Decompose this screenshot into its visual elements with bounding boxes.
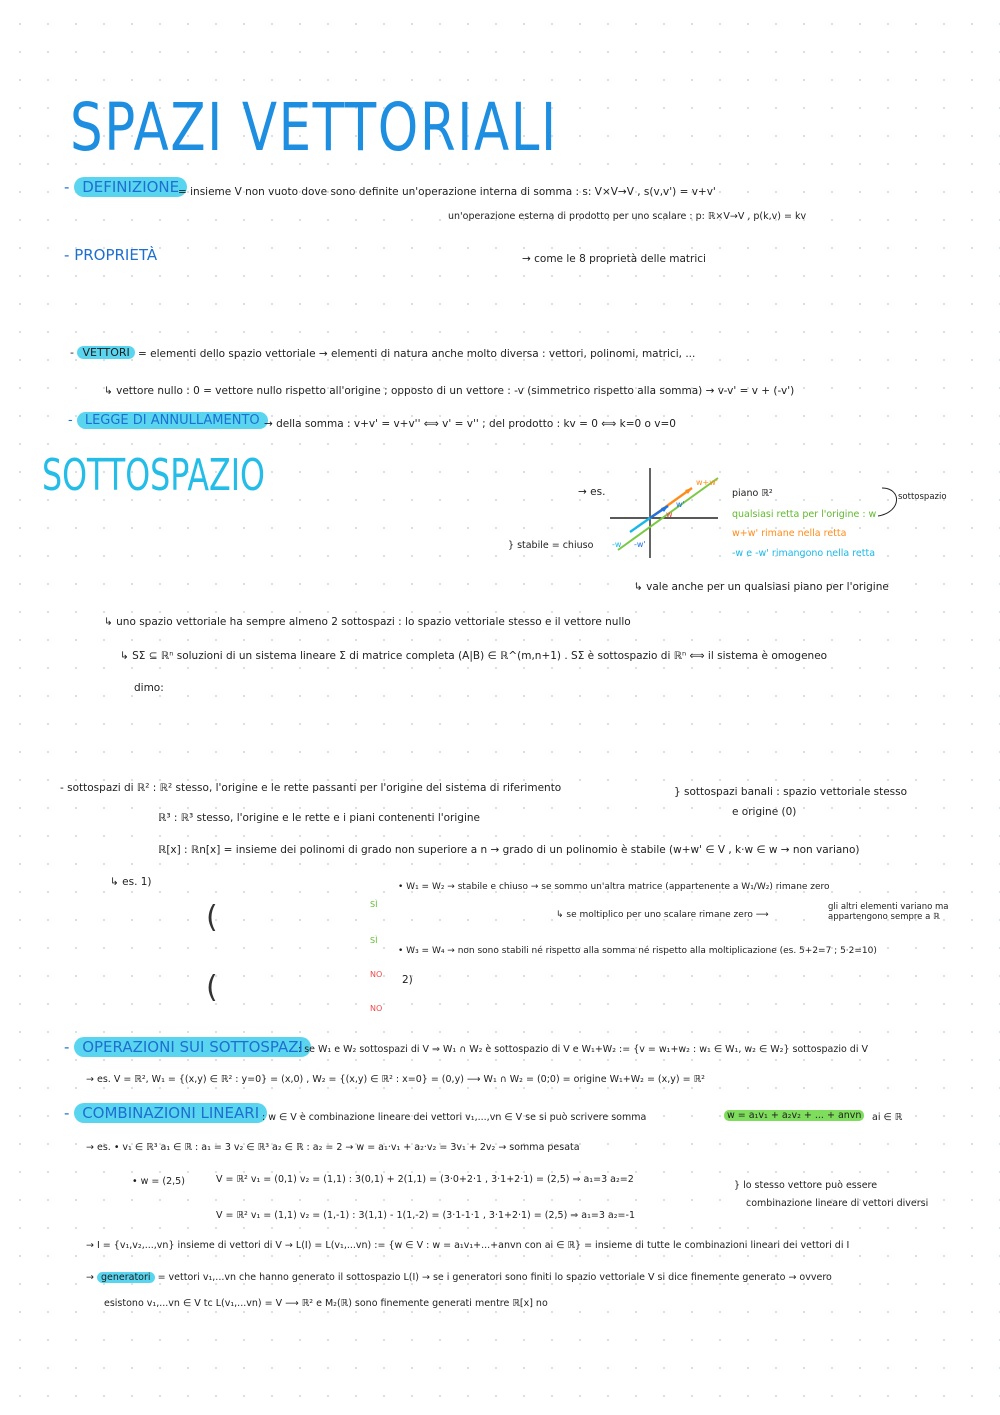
legend-piano: piano ℝ² bbox=[732, 488, 773, 499]
operazioni-label: OPERAZIONI SUI SOTTOSPAZI bbox=[74, 1037, 311, 1057]
diagram-label-wp: w' bbox=[676, 500, 685, 509]
esempio-two: 2) bbox=[402, 974, 413, 986]
operazioni-es: → es. V = ℝ², W₁ = {(x,y) ∈ ℝ² : y=0} = (x,0) , W₂ = {(x,y) ∈ ℝ² : x=0} = (0,y) ⟶ W₁ ∩ W₂ = (0;0) = origine W₁+W₂ = (x,y) = ℝ² bbox=[86, 1074, 705, 1085]
combinazioni-formula: w = a₁v₁ + a₂v₂ + ... + anvn bbox=[724, 1110, 864, 1121]
sottospazi-r2: - sottospazi di ℝ² : ℝ² stesso, l'origine e le rette passanti per l'origine del sistema di riferimento bbox=[60, 782, 562, 794]
esempio-label: ↳ es. 1) bbox=[110, 876, 152, 888]
sottospazio-es: → es. bbox=[578, 486, 606, 498]
sottospazi-banali: } sottospazi banali : spazio vettoriale stesso bbox=[674, 786, 908, 798]
esempio-w1c: gli altri elementi variano ma appartengono sempre a ℝ bbox=[828, 902, 949, 923]
combinazioni-w25: • w = (2,5) bbox=[132, 1176, 185, 1187]
esempio-w1b: ↳ se moltiplico per uno scalare rimane zero ⟶ bbox=[556, 910, 769, 920]
combinazioni-I: → I = {v₁,v₂,...,vn} insieme di vettori di V → L(I) = L(v₁,...vn) := {w ∈ V : w = a₁v₁+...+anvn con ai ∈ ℝ} = insieme di tutte le combinazioni lineari dei vettori di I bbox=[86, 1240, 850, 1251]
legge-text: → della somma : v+v' = v+v'' ⟺ v' = v'' ; del prodotto : kv = 0 ⟺ k=0 o v=0 bbox=[264, 418, 676, 430]
diagram-label-mw: -w bbox=[612, 540, 622, 549]
matrix-bracket-1: ( bbox=[206, 900, 218, 935]
esempio-w3: • W₃ = W₄ → non sono stabili né rispetto alla somma né rispetto alla moltiplicazione (es. 5+2=7 ; 5·2=10) bbox=[398, 946, 877, 956]
generatori-line: → generatori = vettori v₁,...vn che hanno generato il sottospazio L(I) → se i generatori sono finiti lo spazio vettoriale V si dice finemente generato → ovvero bbox=[86, 1272, 832, 1283]
proprieta-label: PROPRIETÀ bbox=[74, 246, 158, 264]
sottospazio-line2: ↳ SΣ ⊆ ℝⁿ soluzioni di un sistema lineare Σ di matrice completa (A|B) ∈ ℝ^(m,n+1) . SΣ è sottospazio di ℝⁿ ⟺ il sistema è omogeneo bbox=[120, 650, 828, 662]
diagram-label-wwp: w+w' bbox=[696, 478, 718, 487]
combinazioni-row1: V = ℝ² v₁ = (0,1) v₂ = (1,1) : 3(0,1) + 2(1,1) = (3·0+2·1 , 3·1+2·1) = (2,5) ⇒ a₁=3 a₂=2 bbox=[216, 1174, 634, 1185]
definizione-text2: un'operazione esterna di prodotto per uno scalare : p: ℝ×V→V , p(k,v) = kv bbox=[448, 211, 807, 222]
sottospazi-r3: ℝ³ : ℝ³ stesso, l'origine e le rette e i piani contenenti l'origine bbox=[158, 812, 480, 824]
legend-somma: w+w' rimane nella retta bbox=[732, 528, 847, 539]
page-title: SPAZI VETTORIALI bbox=[70, 89, 558, 166]
dimo-label: dimo: bbox=[134, 682, 164, 694]
legend-retta: qualsiasi retta per l'origine : w bbox=[732, 509, 877, 520]
operazioni-text: : se W₁ e W₂ sottospazi di V ⇒ W₁ ∩ W₂ è sottospazio di V e W₁+W₂ := {v = w₁+w₂ : w₁ ∈ W₁, w₂ ∈ W₂} sottospazio di V bbox=[298, 1044, 868, 1055]
sottospazi-banali2: e origine (0) bbox=[732, 806, 797, 818]
sottospazi-rx: ℝ[x] : ℝn[x] = insieme dei polinomi di grado non superiore a n → grado di un polinomio è stabile (w+w' ∈ V , k·w ∈ w → non variano) bbox=[158, 844, 860, 856]
vettori-heading: - VETTORI bbox=[70, 346, 135, 359]
proprieta-text: → come le 8 proprietà delle matrici bbox=[522, 253, 706, 265]
combinazioni-row2: V = ℝ² v₁ = (1,1) v₂ = (1,-1) : 3(1,1) - 1(1,-2) = (3·1-1·1 , 3·1+2·1) = (2,5) ⇒ a₁=3 a₂=-1 bbox=[216, 1210, 635, 1221]
esempio-si-1: SÌ bbox=[370, 900, 378, 909]
combinazioni-note2: combinazione lineare di vettori diversi bbox=[746, 1198, 929, 1209]
esempio-no-1: NO bbox=[370, 970, 383, 979]
legge-label: LEGGE DI ANNULLAMENTO bbox=[77, 412, 268, 429]
esempio-no-2: NO bbox=[370, 1004, 383, 1013]
matrix-bracket-2: ( bbox=[206, 970, 218, 1005]
definizione-label: DEFINIZIONE bbox=[74, 177, 187, 197]
combinazioni-label: COMBINAZIONI LINEARI bbox=[74, 1103, 267, 1123]
vettori-text: = elementi dello spazio vettoriale → elementi di natura anche molto diversa : vettori, polinomi, matrici, ... bbox=[138, 348, 696, 360]
sottospazio-side-label: sottospazio bbox=[898, 492, 947, 502]
generatori-text2: esistono v₁,...vn ∈ V tc L(v₁,...vn) = V ⟶ ℝ² e M₂(ℝ) sono finemente generati mentre ℝ[x] no bbox=[104, 1298, 548, 1309]
vettori-label: VETTORI bbox=[77, 346, 134, 359]
generatori-label: generatori bbox=[97, 1272, 155, 1283]
definizione-heading: - DEFINIZIONE bbox=[64, 178, 187, 196]
definizione-text: = insieme V non vuoto dove sono definite un'operazione interna di somma : s: V×V→V , s(v,v') = v+v' bbox=[178, 186, 716, 198]
brace-arrow bbox=[872, 482, 912, 522]
legge-heading: - LEGGE DI ANNULLAMENTO bbox=[68, 413, 268, 429]
esempio-si-2: SÌ bbox=[370, 936, 378, 945]
combinazioni-formula-wrap bbox=[724, 1110, 864, 1121]
proprieta-heading: - PROPRIETÀ bbox=[64, 246, 158, 264]
legend-opposti: -w e -w' rimangono nella retta bbox=[732, 548, 876, 559]
vettore-nullo-text: ↳ vettore nullo : 0 = vettore nullo rispetto all'origine ; opposto di un vettore : -v (simmetrico rispetto alla somma) → v-v' = v + (-v') bbox=[104, 385, 795, 397]
operazioni-heading: - OPERAZIONI SUI SOTTOSPAZI bbox=[64, 1038, 311, 1056]
diagram-label-w: w bbox=[666, 510, 673, 519]
combinazioni-es: → es. • v₁ ∈ ℝ³ a₁ ∈ ℝ : a₁ = 3 v₂ ∈ ℝ³ a₂ ∈ ℝ : a₂ = 2 → w = a₁·v₁ + a₂·v₂ = 3v₁ + 2v₂ → somma pesata bbox=[86, 1142, 580, 1153]
esempio-w1: • W₁ = W₂ → stabile e chiuso → se sommo un'altra matrice (appartenente a W₁/W₂) rimane zero bbox=[398, 882, 830, 892]
generatori-text: = vettori v₁,...vn che hanno generato il sottospazio L(I) → se i generatori sono finiti lo spazio vettoriale V si dice finemente generato → ovvero bbox=[157, 1272, 832, 1283]
combinazioni-ai: ai ∈ ℝ bbox=[872, 1112, 903, 1123]
sottospazio-line1: ↳ uno spazio vettoriale ha sempre almeno 2 sottospazi : lo spazio vettoriale stesso e il vettore nullo bbox=[104, 616, 631, 628]
vale-text: ↳ vale anche per un qualsiasi piano per l'origine bbox=[634, 581, 889, 593]
combinazioni-text: : w ∈ V è combinazione lineare dei vettori v₁,...,vn ∈ V se si può scrivere somma bbox=[262, 1112, 647, 1123]
diagram-label-mwp: -w' bbox=[634, 540, 646, 549]
combinazioni-heading: - COMBINAZIONI LINEARI bbox=[64, 1104, 267, 1122]
stabile-note: } stabile = chiuso bbox=[508, 540, 594, 551]
combinazioni-note: } lo stesso vettore può essere bbox=[734, 1180, 878, 1191]
sottospazio-title: SOTTOSPAZIO bbox=[42, 450, 265, 501]
